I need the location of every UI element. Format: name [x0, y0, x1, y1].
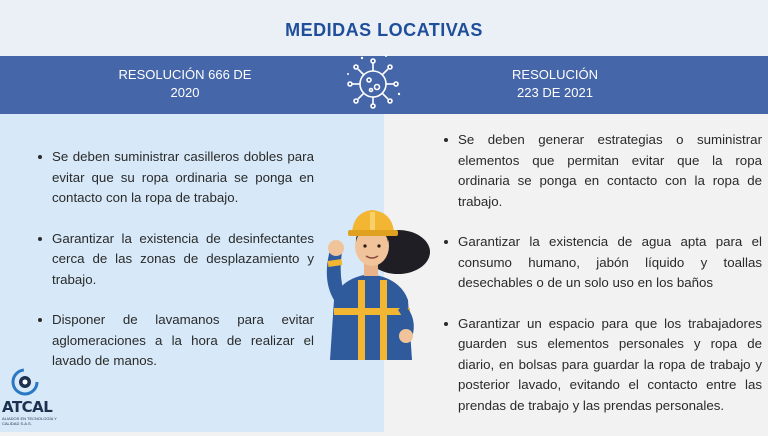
header-left [100, 66, 270, 102]
list-item: Garantizar la existencia de agua apta para el consumo humano, jabón líquido y toallas desechables o de un solo uso en los baños [442, 232, 762, 294]
logo-subtext: ALIADOS EN TECNOLOGÍA Y CALIDAD S.A.S. [2, 416, 57, 426]
left-bullet-list [36, 147, 314, 392]
header-left-line1: RESOLUCIÓN 666 DE [118, 67, 252, 82]
worker-illustration [300, 200, 440, 360]
list-item: Garantizar un espacio para que los trabajadores guarden sus elementos personales y ropa de diario, en bolsas para guardar la ropa de trabajo y posterior lavado, evitando el contacto entre las prendas de trabajo y las prendas personales. [442, 314, 762, 417]
header-right-line1: RESOLUCIÓN [512, 67, 598, 82]
atcal-logo-icon [10, 368, 40, 396]
right-bullet-list [442, 130, 762, 436]
list-item: Disponer de lavamanos para evitar aglomeraciones a la hora de realizar el lavado de manos. [36, 310, 314, 372]
header-left-line2: 2020 [170, 85, 200, 100]
list-item: Se deben generar estrategias o suministrar elementos que permitan evitar que la ropa ordinaria se ponga en contacto con la ropa de trabajo. [442, 130, 762, 212]
logo-text: ATCAL [2, 398, 53, 416]
header-right-line2: 223 DE 2021 [517, 85, 593, 100]
list-item: Se deben suministrar casilleros dobles para evitar que su ropa ordinaria se ponga en contacto con la ropa de trabajo. [36, 147, 314, 209]
virus-icon [342, 52, 404, 110]
header-right [480, 66, 630, 102]
list-item: Garantizar la existencia de desinfectantes cerca de las zonas de desplazamiento y trabajo. [36, 229, 314, 291]
page-title: MEDIDAS LOCATIVAS [285, 20, 483, 40]
